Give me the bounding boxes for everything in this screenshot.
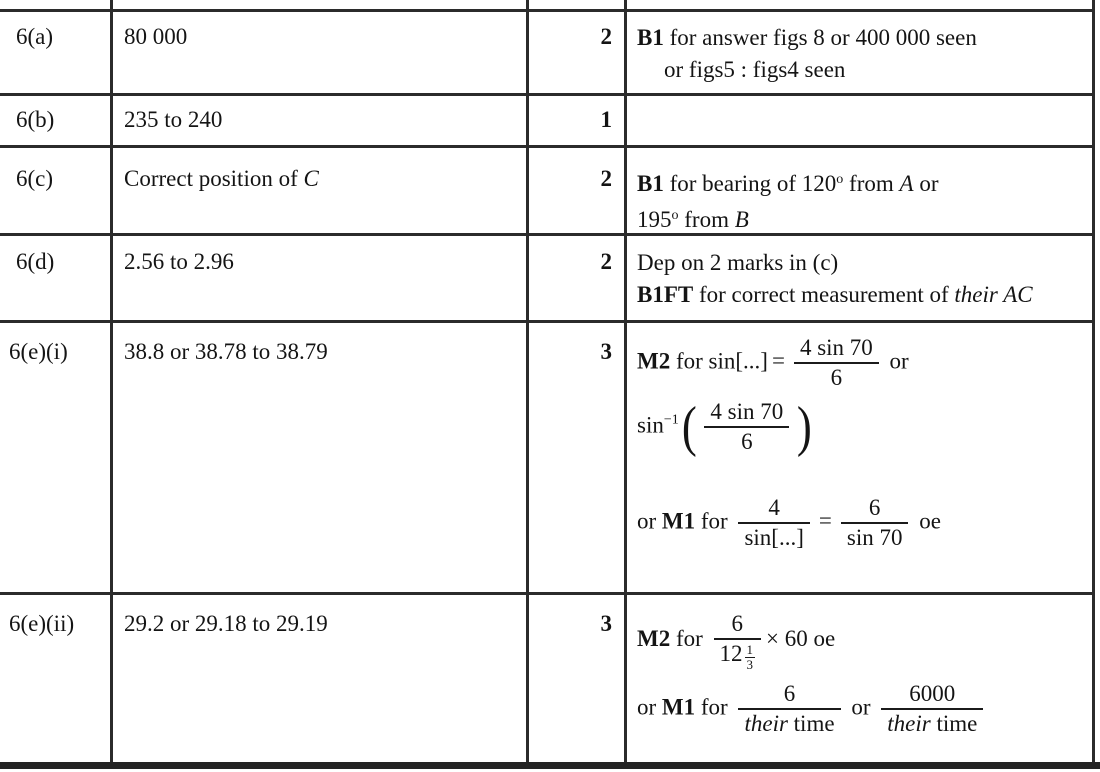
notes-6d-line2 (637, 279, 1033, 311)
degree-symbol: o (671, 208, 679, 223)
variable-their-ac: their AC (954, 282, 1033, 307)
formula-arcsin-expression (637, 398, 941, 456)
question-label-6c: 6(c) (16, 166, 54, 191)
time-text: time (930, 710, 978, 736)
fraction-denominator: sin[...] (738, 522, 809, 552)
variable-c: C (303, 166, 319, 191)
notes-6d-line1 (637, 247, 1033, 279)
variable-a: A (899, 171, 914, 196)
fraction-denominator: sin 70 (841, 522, 909, 552)
answer-6ei: 38.8 or 38.78 to 38.79 (124, 339, 328, 364)
answer-6b: 235 to 240 (124, 107, 223, 132)
note-text: or (637, 693, 662, 719)
row-divider-d-e1 (0, 320, 1095, 323)
mark-code-b1ft: B1FT (637, 282, 694, 307)
notes-6c-line2 (637, 200, 939, 236)
question-label-6eii: 6(e)(ii) (9, 611, 75, 636)
marks-6a: 2 (600, 24, 612, 49)
answer-6a: 80 000 (124, 24, 188, 49)
notes-6a (637, 22, 977, 86)
mark-code-b1: B1 (637, 171, 664, 196)
note-text: for (695, 508, 734, 534)
note-text: for bearing of 120 (663, 171, 837, 196)
mark-code-m1: M1 (661, 508, 696, 534)
fraction-denominator (738, 708, 840, 738)
answer-text: Correct position of (124, 166, 304, 191)
fraction-numerator: 6 (783, 680, 796, 706)
fraction-numerator: 4 (768, 495, 780, 520)
mini-fraction-denominator: 3 (746, 657, 754, 672)
their-italic: their (887, 710, 931, 736)
fraction-numerator: 6 (868, 495, 881, 520)
fraction-numerator: 6 (731, 611, 744, 636)
column-divider-marks-notes (624, 0, 627, 762)
fraction-denominator: 6 (704, 426, 789, 456)
notes-6d (637, 247, 1033, 311)
row-divider-e1-e2 (0, 592, 1095, 595)
mark-code-m2: M2 (637, 348, 671, 374)
note-text: or (913, 171, 939, 196)
marks-6eii: 3 (600, 611, 612, 636)
note-text: for answer figs 8 or 400 000 seen (663, 25, 977, 50)
note-text: or (845, 693, 877, 719)
mixed-number-third (745, 643, 756, 671)
fraction-denominator (881, 708, 983, 738)
sin-bracket-expression: sin[...] (708, 348, 768, 374)
row-divider-a-b (0, 93, 1095, 96)
table-right-border (1092, 0, 1095, 762)
note-text: × 60 oe (766, 626, 836, 652)
note-text: for correct measurement of (693, 282, 955, 307)
their-italic: their (744, 710, 788, 736)
fraction-6-over-12-third (714, 610, 762, 672)
fraction-6-over-their-time (738, 680, 840, 738)
fraction-denominator (714, 638, 762, 672)
notes-6eii (637, 600, 988, 738)
degree-symbol: o (836, 172, 844, 187)
time-text: time (787, 710, 835, 736)
fraction-4sin70-over-6 (794, 334, 879, 392)
answer-6d: 2.56 to 2.96 (124, 249, 234, 274)
formula-m1-their-time (637, 680, 988, 738)
question-label-6d: 6(d) (16, 249, 55, 274)
inverse-exponent: −1 (663, 412, 679, 428)
note-text: from (678, 207, 735, 232)
fraction-6000-over-their-time (881, 680, 983, 738)
formula-m1-sine-rule (637, 494, 941, 552)
notes-6a-line1 (637, 22, 977, 54)
note-text: 195 (637, 207, 672, 232)
fraction-4-over-sin (738, 494, 809, 552)
note-text: from (843, 171, 900, 196)
row-divider-b-c (0, 145, 1095, 148)
mark-code-b1: B1 (637, 25, 664, 50)
marks-6ei: 3 (600, 339, 612, 364)
formula-m2-sin-equation (637, 334, 941, 392)
variable-b: B (734, 207, 749, 232)
note-text: for (695, 693, 734, 719)
table-bottom-border (0, 762, 1100, 769)
marks-6d: 2 (600, 249, 612, 274)
note-text: oe (913, 508, 941, 534)
close-paren: ) (797, 396, 813, 458)
equals-sign: = (818, 508, 832, 534)
mark-code-m2: M2 (637, 626, 671, 652)
fraction-numerator: 6000 (909, 680, 956, 706)
denominator-integer: 12 (719, 641, 743, 666)
question-label-6ei: 6(e)(i) (9, 339, 68, 364)
mark-code-m1: M1 (661, 693, 696, 719)
fraction-numerator: 4 sin 70 (710, 399, 784, 424)
fraction-4sin70-over-6 (704, 398, 789, 456)
note-text: for (670, 626, 709, 652)
question-label-6a: 6(a) (16, 24, 54, 49)
equals-sign: = (771, 348, 785, 374)
fraction-numerator: 4 sin 70 (799, 335, 873, 360)
fraction-denominator: 6 (794, 362, 879, 392)
table-top-border (0, 9, 1095, 12)
open-paren: ( (681, 396, 697, 458)
fraction-6-over-sin70 (841, 494, 909, 552)
mini-fraction-numerator: 1 (746, 642, 754, 658)
marks-6c: 2 (600, 166, 612, 191)
formula-m2-speed (637, 610, 988, 672)
note-text: or (883, 348, 909, 374)
column-divider-question-answer (110, 0, 113, 762)
notes-6ei (637, 328, 941, 552)
note-text: or (637, 508, 662, 534)
notes-6c-line1 (637, 164, 939, 200)
answer-6eii: 29.2 or 29.18 to 29.19 (124, 611, 328, 636)
note-text: or figs5 : figs4 seen (664, 57, 846, 82)
marks-6b: 1 (600, 107, 612, 132)
notes-6c (637, 164, 939, 236)
note-text: for (670, 348, 709, 374)
answer-6c (124, 164, 319, 194)
note-text: Dep on 2 marks in (c) (637, 250, 839, 275)
sin-function: sin (637, 412, 664, 438)
notes-6a-line2 (637, 54, 977, 86)
question-label-6b: 6(b) (16, 107, 55, 132)
